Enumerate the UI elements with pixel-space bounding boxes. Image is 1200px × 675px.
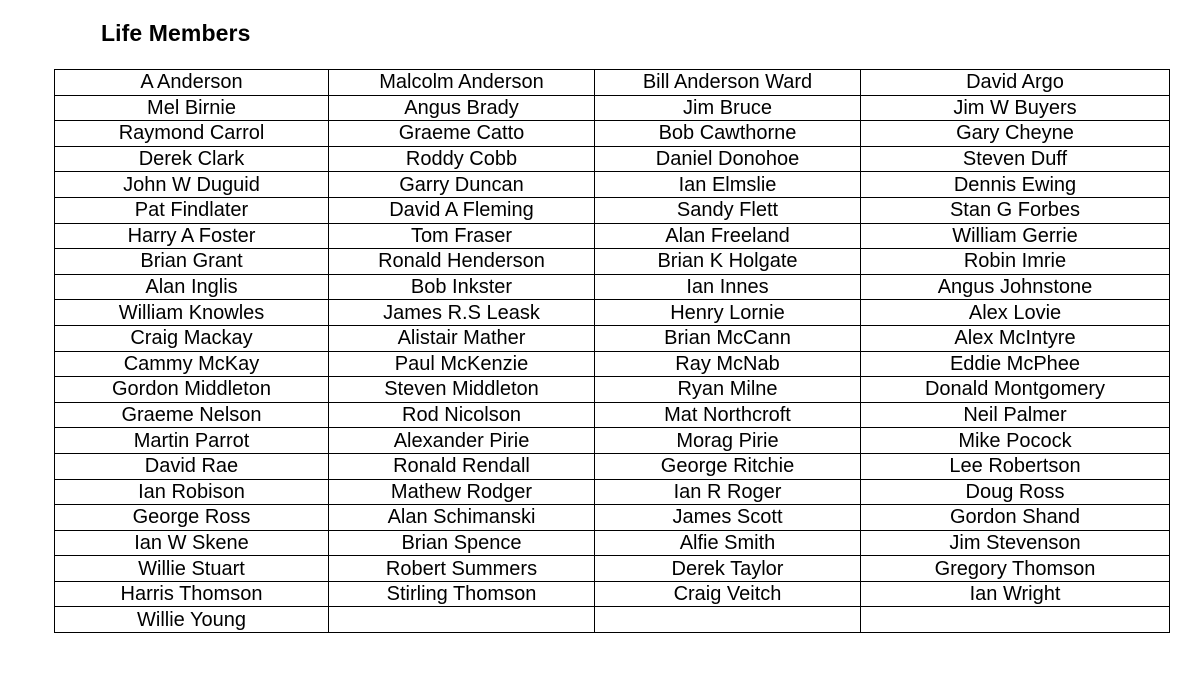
member-name-cell: Angus Brady	[329, 95, 595, 121]
member-name-cell: Brian Spence	[329, 530, 595, 556]
life-members-table-body	[55, 70, 1170, 633]
empty-cell	[329, 607, 595, 633]
table-row	[55, 351, 1170, 377]
member-name-cell: Graeme Catto	[329, 121, 595, 147]
table-row	[55, 172, 1170, 198]
member-name-cell: Ray McNab	[595, 351, 861, 377]
member-name-cell: Donald Montgomery	[861, 377, 1170, 403]
member-name-cell: Roddy Cobb	[329, 146, 595, 172]
page-title: Life Members	[101, 20, 251, 46]
table-row	[55, 453, 1170, 479]
member-name-cell: Malcolm Anderson	[329, 70, 595, 96]
member-name-cell: Dennis Ewing	[861, 172, 1170, 198]
table-row	[55, 325, 1170, 351]
member-name-cell: Harris Thomson	[55, 581, 329, 607]
member-name-cell: Brian McCann	[595, 325, 861, 351]
table-row	[55, 300, 1170, 326]
member-name-cell: Ronald Rendall	[329, 453, 595, 479]
member-name-cell: Alexander Pirie	[329, 428, 595, 454]
member-name-cell: Ian Elmslie	[595, 172, 861, 198]
member-name-cell: Ryan Milne	[595, 377, 861, 403]
member-name-cell: Morag Pirie	[595, 428, 861, 454]
member-name-cell: Brian Grant	[55, 249, 329, 275]
member-name-cell: Cammy McKay	[55, 351, 329, 377]
member-name-cell: Stan G Forbes	[861, 197, 1170, 223]
member-name-cell: Gary Cheyne	[861, 121, 1170, 147]
member-name-cell: William Knowles	[55, 300, 329, 326]
member-name-cell: Henry Lornie	[595, 300, 861, 326]
member-name-cell: James R.S Leask	[329, 300, 595, 326]
member-name-cell: Bob Inkster	[329, 274, 595, 300]
table-row	[55, 607, 1170, 633]
member-name-cell: Garry Duncan	[329, 172, 595, 198]
member-name-cell: Craig Mackay	[55, 325, 329, 351]
member-name-cell: Angus Johnstone	[861, 274, 1170, 300]
member-name-cell: John W Duguid	[55, 172, 329, 198]
table-row	[55, 70, 1170, 96]
table-row	[55, 530, 1170, 556]
member-name-cell: Paul McKenzie	[329, 351, 595, 377]
member-name-cell: Steven Duff	[861, 146, 1170, 172]
member-name-cell: Harry A Foster	[55, 223, 329, 249]
table-row	[55, 377, 1170, 403]
member-name-cell: Gregory Thomson	[861, 556, 1170, 582]
member-name-cell: Ronald Henderson	[329, 249, 595, 275]
member-name-cell: Graeme Nelson	[55, 402, 329, 428]
member-name-cell: Bob Cawthorne	[595, 121, 861, 147]
member-name-cell: Robert Summers	[329, 556, 595, 582]
table-row	[55, 479, 1170, 505]
member-name-cell: Ian Innes	[595, 274, 861, 300]
member-name-cell: William Gerrie	[861, 223, 1170, 249]
member-name-cell: Eddie McPhee	[861, 351, 1170, 377]
member-name-cell: Alex Lovie	[861, 300, 1170, 326]
member-name-cell: David Argo	[861, 70, 1170, 96]
member-name-cell: Ian W Skene	[55, 530, 329, 556]
member-name-cell: Alex McIntyre	[861, 325, 1170, 351]
table-row	[55, 556, 1170, 582]
member-name-cell: Raymond Carrol	[55, 121, 329, 147]
table-row	[55, 428, 1170, 454]
member-name-cell: Gordon Middleton	[55, 377, 329, 403]
member-name-cell: Alistair Mather	[329, 325, 595, 351]
member-name-cell: Mike Pocock	[861, 428, 1170, 454]
member-name-cell: Jim Bruce	[595, 95, 861, 121]
member-name-cell: James Scott	[595, 505, 861, 531]
table-row	[55, 581, 1170, 607]
member-name-cell: Mat Northcroft	[595, 402, 861, 428]
member-name-cell: A Anderson	[55, 70, 329, 96]
member-name-cell: Craig Veitch	[595, 581, 861, 607]
member-name-cell: George Ritchie	[595, 453, 861, 479]
member-name-cell: Ian Robison	[55, 479, 329, 505]
member-name-cell: Alan Schimanski	[329, 505, 595, 531]
member-name-cell: Rod Nicolson	[329, 402, 595, 428]
member-name-cell: Jim Stevenson	[861, 530, 1170, 556]
table-row	[55, 146, 1170, 172]
member-name-cell: Daniel Donohoe	[595, 146, 861, 172]
member-name-cell: Stirling Thomson	[329, 581, 595, 607]
table-row	[55, 505, 1170, 531]
member-name-cell: Derek Taylor	[595, 556, 861, 582]
member-name-cell: Mel Birnie	[55, 95, 329, 121]
table-row	[55, 197, 1170, 223]
member-name-cell: Jim W Buyers	[861, 95, 1170, 121]
member-name-cell: Robin Imrie	[861, 249, 1170, 275]
member-name-cell: Doug Ross	[861, 479, 1170, 505]
member-name-cell: Gordon Shand	[861, 505, 1170, 531]
table-row	[55, 402, 1170, 428]
empty-cell	[595, 607, 861, 633]
member-name-cell: Pat Findlater	[55, 197, 329, 223]
member-name-cell: Alan Inglis	[55, 274, 329, 300]
member-name-cell: Tom Fraser	[329, 223, 595, 249]
member-name-cell: Mathew Rodger	[329, 479, 595, 505]
member-name-cell: David A Fleming	[329, 197, 595, 223]
member-name-cell: George Ross	[55, 505, 329, 531]
member-name-cell: David Rae	[55, 453, 329, 479]
empty-cell	[861, 607, 1170, 633]
member-name-cell: Willie Young	[55, 607, 329, 633]
member-name-cell: Sandy Flett	[595, 197, 861, 223]
member-name-cell: Bill Anderson Ward	[595, 70, 861, 96]
member-name-cell: Ian Wright	[861, 581, 1170, 607]
table-row	[55, 249, 1170, 275]
member-name-cell: Steven Middleton	[329, 377, 595, 403]
member-name-cell: Lee Robertson	[861, 453, 1170, 479]
table-row	[55, 274, 1170, 300]
member-name-cell: Alfie Smith	[595, 530, 861, 556]
member-name-cell: Derek Clark	[55, 146, 329, 172]
member-name-cell: Brian K Holgate	[595, 249, 861, 275]
table-row	[55, 95, 1170, 121]
table-row	[55, 121, 1170, 147]
member-name-cell: Neil Palmer	[861, 402, 1170, 428]
member-name-cell: Alan Freeland	[595, 223, 861, 249]
member-name-cell: Martin Parrot	[55, 428, 329, 454]
life-members-table	[54, 69, 1170, 633]
member-name-cell: Willie Stuart	[55, 556, 329, 582]
member-name-cell: Ian R Roger	[595, 479, 861, 505]
table-row	[55, 223, 1170, 249]
